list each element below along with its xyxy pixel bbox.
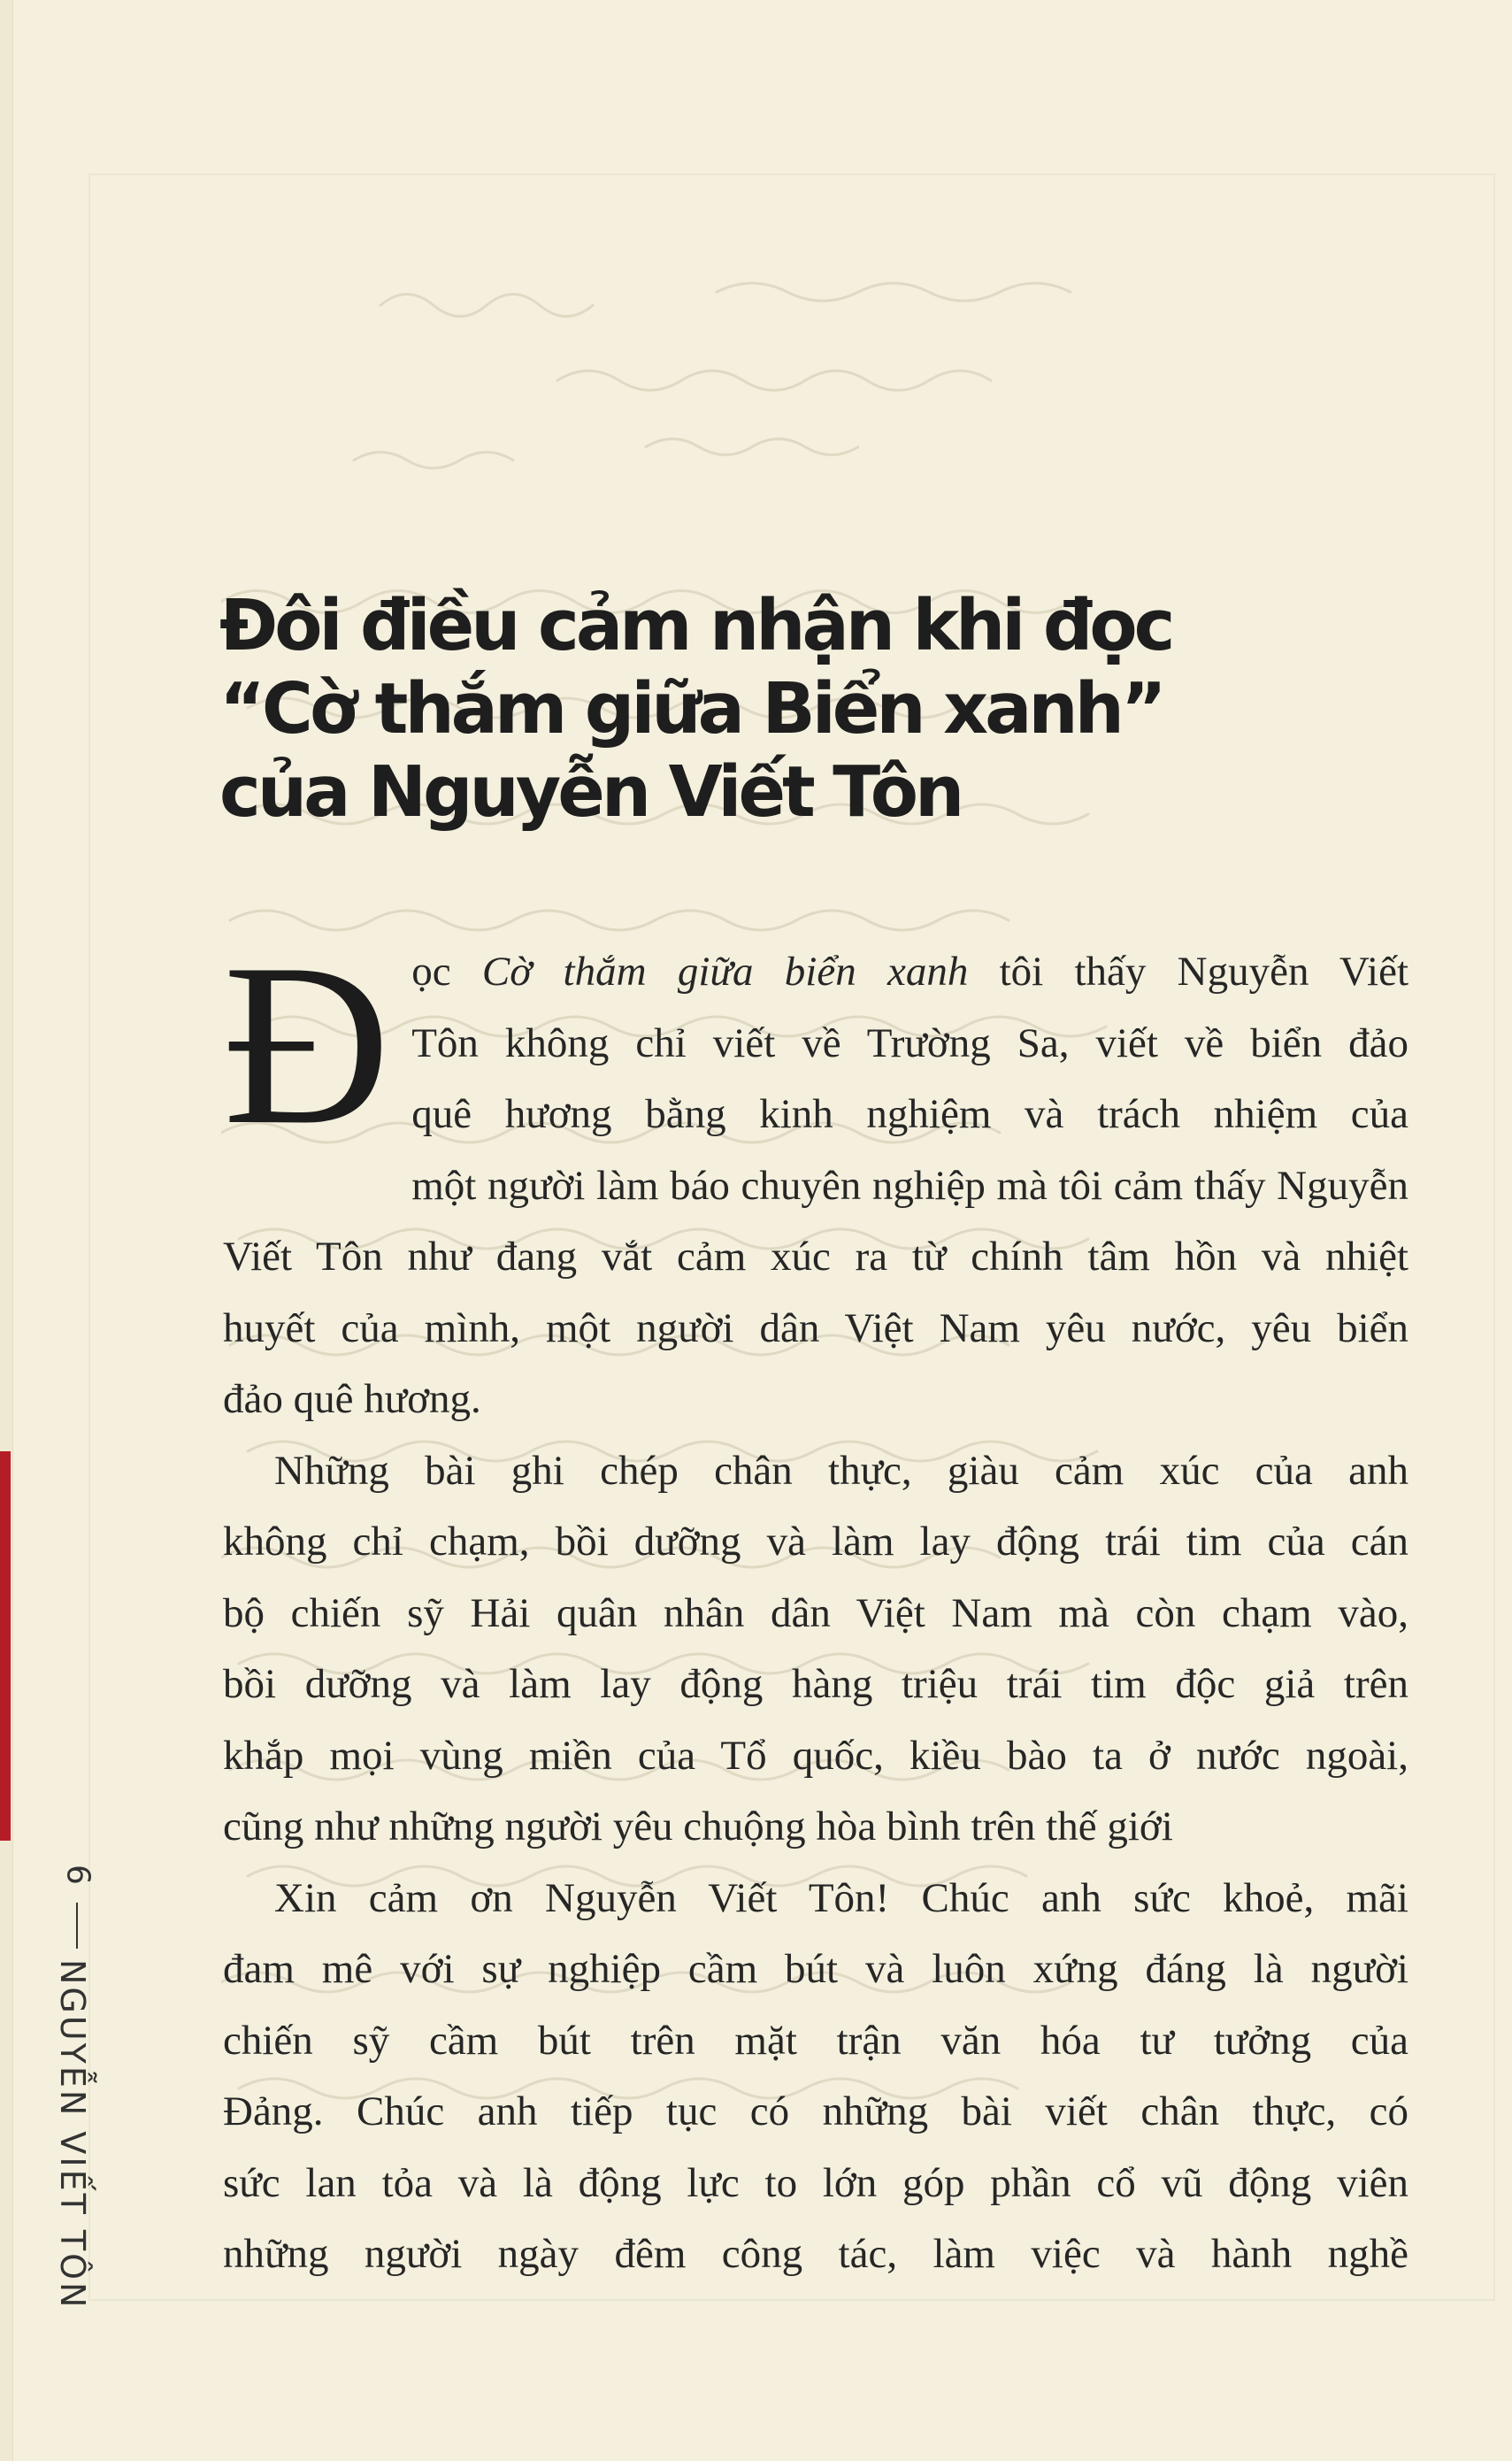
paragraph-1 bbox=[223, 916, 1408, 1435]
paragraph-1-line: huyết của mình, một người dân Việt Nam yêu nước, yêu biển bbox=[223, 1304, 1408, 1351]
paragraph-3-line: đam mê với sự nghiệp cầm bút và luôn xứng đáng là người bbox=[223, 1946, 1408, 1992]
page-edge-strip bbox=[0, 0, 13, 2461]
paragraph-3-line: những người ngày đêm công tác, làm việc và hành nghề bbox=[223, 2231, 1408, 2277]
paragraph-2-line: cũng như những người yêu chuộng hòa bình trên thế giới bbox=[223, 1803, 1173, 1850]
paragraph-2-line: khắp mọi vùng miền của Tổ quốc, kiều bào ta ở nước ngoài, bbox=[223, 1732, 1408, 1779]
paragraph-3-line: Xin cảm ơn Nguyễn Viết Tôn! Chúc anh sức khoẻ, mãi bbox=[274, 1874, 1408, 1921]
paragraph-3 bbox=[223, 1863, 1408, 2290]
paragraph-3-line: sức lan tỏa và là động lực to lớn góp phần cổ vũ động viên bbox=[223, 2159, 1408, 2206]
title-line-1: Đôi điều cảm nhận khi đọc bbox=[219, 585, 1172, 666]
paragraph-3-line: chiến sỹ cầm bút trên mặt trận văn hóa tư tưởng của bbox=[223, 2017, 1408, 2064]
drop-cap: Đ bbox=[223, 916, 391, 1173]
chapter-title bbox=[219, 584, 1281, 834]
running-header-author: NGUYỄN VIẾT TÔN bbox=[53, 1959, 92, 2311]
paragraph-1-line: một người làm báo chuyên nghiệp mà tôi cảm thấy Nguyễn bbox=[411, 1162, 1408, 1209]
paragraph-1-line: Viết Tôn như đang vắt cảm xúc ra từ chính tâm hồn và nhiệt bbox=[223, 1234, 1408, 1280]
paragraph-2-line: bồi dưỡng và làm lay động hàng triệu trái tim độc giả trên bbox=[223, 1661, 1408, 1707]
paragraph-1-line: đảo quê hương. bbox=[223, 1376, 481, 1422]
title-line-2: “Cờ thắm giữa Biển xanh” bbox=[219, 668, 1163, 750]
paragraph-1-line-1: ọc Cờ thắm giữa biển xanh tôi thấy Nguyễn Viết bbox=[411, 949, 1408, 995]
running-header-divider bbox=[76, 1903, 78, 1949]
paragraph-1-line: quê hương bằng kinh nghiệm và trách nhiệm của bbox=[411, 1091, 1408, 1137]
page-number: 6 bbox=[59, 1865, 96, 1885]
body-text bbox=[223, 916, 1408, 2290]
paragraph-2-line: bộ chiến sỹ Hải quân nhân dân Việt Nam mà còn chạm vào, bbox=[223, 1589, 1408, 1636]
paragraph-2-line: không chỉ chạm, bồi dưỡng và làm lay động trái tim của cán bbox=[223, 1519, 1408, 1565]
paragraph-3-line: Đảng. Chúc anh tiếp tục có những bài viết chân thực, có bbox=[223, 2088, 1408, 2134]
red-spine-mark bbox=[0, 1451, 11, 1841]
title-line-3: của Nguyễn Viết Tôn bbox=[219, 751, 962, 833]
paragraph-2 bbox=[223, 1435, 1408, 1863]
paragraph-1-line: Tôn không chỉ viết về Trường Sa, viết về biển đảo bbox=[411, 1019, 1408, 1066]
book-title-italic: Cờ thắm giữa biển xanh bbox=[481, 949, 969, 995]
paragraph-2-line: Những bài ghi chép chân thực, giàu cảm xúc của anh bbox=[274, 1447, 1408, 1494]
